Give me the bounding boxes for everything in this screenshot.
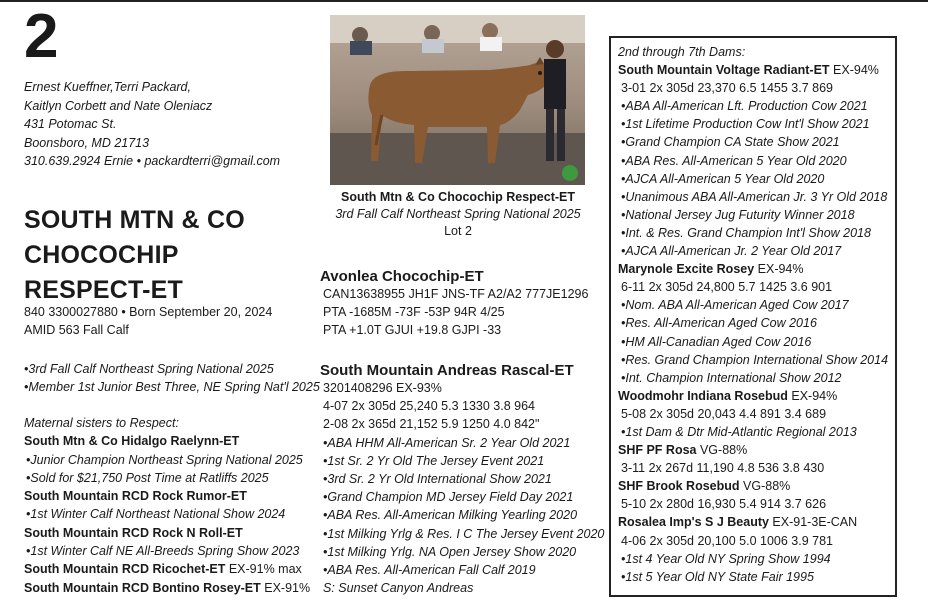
ancestor-dam-heading: [618, 61, 895, 79]
honor-item: •Member 1st Junior Best Three, NE Spring Nat'l 2025: [24, 380, 320, 394]
sister-name: South Mtn & Co Hidalgo Raelynn-ET: [24, 434, 240, 449]
ancestor-dam-name: SHF Brook Rosebud: [618, 479, 740, 494]
ancestor-dam-score: EX-91-3E-CAN: [768, 515, 858, 530]
animal-honors: [24, 360, 320, 396]
ancestor-dam-score: EX-94%: [754, 262, 804, 277]
ancestor-dam-record: 5-08 2x 305d 20,043 4.4 891 3.4 689: [621, 406, 827, 421]
owner-address: 431 Potomac St.: [24, 117, 117, 131]
sister-name: South Mountain RCD Rock Rumor-ET: [24, 489, 247, 504]
caption-show: 3rd Fall Calf Northeast Spring National 2025: [335, 207, 581, 221]
registration-line: 840 3300027880 • Born September 20, 2024: [24, 305, 273, 319]
ancestor-dam-record: 4-06 2x 305d 20,100 5.0 1006 3.9 781: [621, 533, 833, 548]
ancestor-dam-score: VG-88%: [696, 443, 748, 458]
sister-entry: [24, 487, 310, 505]
ancestor-dam-name: Marynole Excite Rosey: [618, 262, 755, 277]
dam-honor: •ABA HHM All-American Sr. 2 Year Old 2021: [323, 435, 571, 450]
ancestor-dam-honor: •Int. Champion International Show 2012: [621, 370, 842, 385]
sire-section: [320, 268, 588, 339]
ancestor-dam-honor: •AJCA All-American 5 Year Old 2020: [621, 171, 825, 186]
owner-contact: 310.639.2924 Ernie • packardterri@gmail.com: [24, 154, 281, 168]
ancestor-dams-header: 2nd through 7th Dams:: [618, 45, 746, 59]
top-rule: [0, 0, 928, 2]
ancestor-dam-honor: •Res. Grand Champion International Show 2014: [621, 352, 889, 367]
ancestor-dam-name: Rosalea Imp's S J Beauty: [618, 515, 769, 530]
sister-name: South Mountain RCD Bontino Rosey-ET: [24, 580, 261, 595]
ancestor-dam-heading: [618, 441, 895, 459]
ancestor-dam-record: 3-11 2x 267d 11,190 4.8 536 3.8 430: [621, 461, 825, 476]
sister-name: South Mountain RCD Ricochet-ET: [24, 562, 226, 577]
ancestor-dam-score: EX-94%: [829, 63, 879, 78]
animal-name-line: RESPECT-ET: [24, 276, 183, 304]
sister-note: •Junior Champion Northeast Spring National 2025: [26, 452, 303, 467]
sister-note: •1st Winter Calf NE All-Breeds Spring Show 2023: [26, 544, 300, 559]
ancestor-dam-score: VG-88%: [739, 479, 791, 494]
honor-item: •3rd Fall Calf Northeast Spring National 2025: [24, 362, 274, 376]
caption-animal-name: South Mtn & Co Chocochip Respect-ET: [340, 190, 576, 204]
sister-entry: [24, 560, 310, 578]
sister-score: EX-91% max: [225, 562, 302, 577]
sire-line: PTA -1685M -73F -53P 94R 4/25: [323, 305, 505, 319]
sister-entry: [24, 432, 310, 450]
ancestor-dam-honor: •1st 5 Year Old NY State Fair 1995: [621, 569, 814, 584]
animal-photo: [330, 15, 585, 185]
owner-line: Kaitlyn Corbett and Nate Oleniacz: [24, 98, 213, 113]
animal-name-line: CHOCOCHIP: [24, 241, 179, 269]
maternal-sisters: [24, 414, 310, 597]
sister-note: •Sold for $21,750 Post Time at Ratliffs 2025: [26, 470, 269, 485]
ancestor-dam-honor: •ABA Res. All-American 5 Year Old 2020: [621, 153, 847, 168]
dam-honor: •ABA Res. All-American Milking Yearling 2020: [323, 508, 578, 523]
ancestor-dam-heading: [618, 260, 895, 278]
ancestor-dam-honor: •ABA All-American Lft. Production Cow 2021: [621, 99, 868, 114]
dam-honor: •1st Milking Yrlg. NA Open Jersey Show 2020: [323, 544, 577, 559]
sister-entry: [24, 579, 310, 597]
ancestor-dam-heading: [618, 477, 895, 495]
sire-line: CAN13638955 JH1F JNS-TF A2/A2 777JE1296: [323, 287, 589, 301]
maternal-sisters-header: Maternal sisters to Respect:: [24, 416, 179, 430]
ancestor-dam-name: Woodmohr Indiana Rosebud: [618, 388, 788, 403]
ancestor-dam-heading: [618, 387, 895, 405]
animal-name-line: SOUTH MTN & CO: [24, 206, 245, 234]
ancestor-dam-honor: •1st Dam & Dtr Mid-Atlantic Regional 2013: [621, 424, 857, 439]
owner-city: Boonsboro, MD 21713: [24, 135, 150, 150]
ancestor-dam-record: 5-10 2x 280d 16,930 5.4 914 3.7 626: [621, 497, 827, 512]
ancestor-dam-honor: •AJCA All-American Jr. 2 Year Old 2017: [621, 244, 842, 259]
ancestor-dams-box: [609, 36, 897, 597]
dam-record: 2-08 2x 365d 21,152 5.9 1250 4.0 842": [323, 417, 540, 432]
dam-honor: •ABA Res. All-American Fall Calf 2019: [323, 563, 536, 578]
owner-info: [24, 78, 280, 171]
ancestor-dam-honor: •National Jersey Jug Futurity Winner 2018: [621, 207, 855, 222]
owner-line: Ernest Kueffner,Terri Packard,: [24, 80, 191, 94]
ancestor-dam-name: SHF PF Rosa: [618, 443, 697, 458]
dam-section: [320, 362, 604, 597]
ancestor-dam-honor: •1st 4 Year Old NY Spring Show 1994: [621, 551, 831, 566]
sire-name: Avonlea Chocochip-ET: [320, 268, 484, 285]
lot-number: 2: [24, 2, 58, 71]
amid-line: AMID 563 Fall Calf: [24, 323, 129, 337]
sister-score: EX-91%: [260, 580, 311, 595]
sister-entry: [24, 524, 310, 542]
ancestor-dam-record: 3-01 2x 305d 23,370 6.5 1455 3.7 869: [621, 81, 833, 96]
dam-honor: •3rd Sr. 2 Yr Old International Show 2021: [323, 472, 552, 487]
sister-name: South Mountain RCD Rock N Roll-ET: [24, 525, 243, 540]
cow-photo-illustration: [330, 15, 585, 185]
dam-sire-line: S: Sunset Canyon Andreas: [323, 581, 474, 596]
dam-honor: •1st Milking Yrlg & Res. I C The Jersey Event 2020: [323, 526, 605, 541]
dam-record: 4-07 2x 305d 25,240 5.3 1330 3.8 964: [323, 399, 535, 414]
dam-name: South Mountain Andreas Rascal-ET: [320, 362, 574, 379]
ancestor-dam-honor: •Res. All-American Aged Cow 2016: [621, 316, 817, 331]
ancestor-dam-score: EX-94%: [787, 388, 838, 403]
ancestor-dam-honor: •1st Lifetime Production Cow Int'l Show 2021: [621, 117, 870, 132]
sister-note: •1st Winter Calf Northeast National Show 2024: [26, 507, 286, 522]
ancestor-dam-honor: •Nom. ABA All-American Aged Cow 2017: [621, 298, 849, 313]
dam-registration: 3201408296 EX-93%: [323, 381, 442, 395]
caption-lot: Lot 2: [444, 224, 472, 238]
ancestor-dam-honor: •Grand Champion CA State Show 2021: [621, 135, 840, 150]
dam-honor: •1st Sr. 2 Yr Old The Jersey Event 2021: [323, 453, 545, 468]
ancestor-dam-record: 6-11 2x 305d 24,800 5.7 1425 3.6 901: [621, 280, 833, 295]
animal-name: [24, 203, 245, 308]
ancestor-dam-honor: •Int. & Res. Grand Champion Int'l Show 2018: [621, 225, 871, 240]
ancestor-dam-honor: •HM All-Canadian Aged Cow 2016: [621, 334, 812, 349]
sire-line: PTA +1.0T GJUI +19.8 GJPI -33: [323, 323, 502, 337]
photo-caption: [318, 189, 598, 240]
ancestor-dam-name: South Mountain Voltage Radiant-ET: [618, 63, 830, 78]
ancestor-dam-honor: •Unanimous ABA All-American Jr. 3 Yr Old 2018: [621, 189, 888, 204]
ancestor-dam-heading: [618, 513, 895, 531]
dam-honor: •Grand Champion MD Jersey Field Day 2021: [323, 490, 574, 505]
